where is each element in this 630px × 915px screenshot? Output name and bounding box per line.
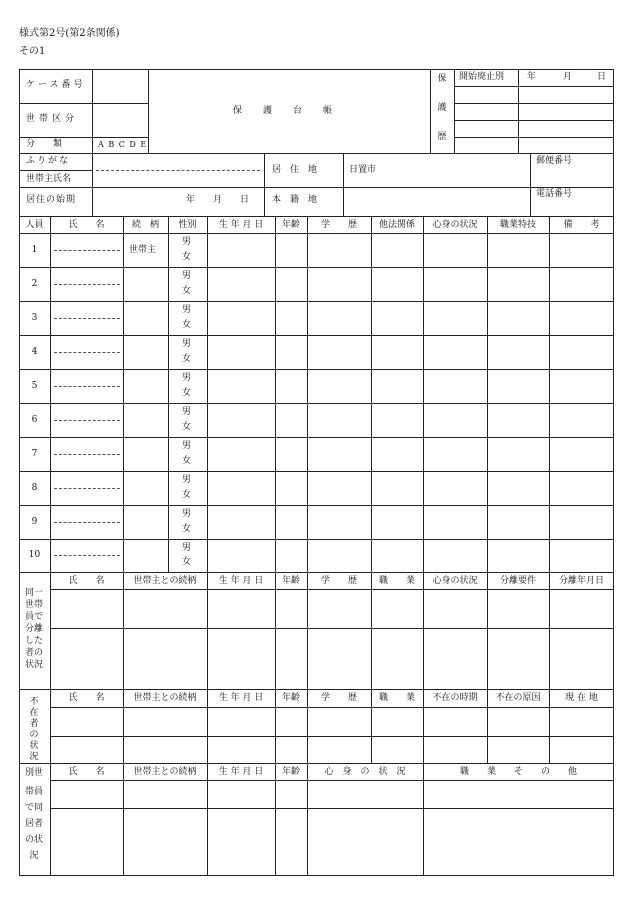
member-number: 7 bbox=[31, 449, 38, 459]
coh-col-age: 年齢 bbox=[281, 767, 300, 777]
coh-col-occupation-other: 職 業 そ の 他 bbox=[459, 767, 577, 777]
postal-code-label: 郵便番号 bbox=[536, 156, 573, 166]
year-label: 年 bbox=[527, 72, 537, 82]
residence-start-date: 年 月 日 bbox=[186, 195, 250, 205]
sep-col-name: 氏 名 bbox=[68, 576, 105, 586]
phone-label: 電話番号 bbox=[536, 189, 573, 199]
relation-head: 世帯主 bbox=[129, 245, 157, 255]
protection-history-char-3: 歴 bbox=[437, 132, 447, 142]
abs-col-education: 学 歴 bbox=[320, 693, 357, 703]
cohabiting-title-line: 別世 bbox=[24, 768, 43, 778]
furigana-label: ふりがな bbox=[26, 156, 71, 166]
sep-col-education: 学 歴 bbox=[320, 576, 357, 586]
absent-title-char: 況 bbox=[29, 752, 39, 762]
separated-title-line: 分離 bbox=[25, 624, 44, 634]
abs-col-age: 年齢 bbox=[281, 693, 300, 703]
sep-col-date: 分離年月日 bbox=[558, 576, 604, 586]
col-other-law: 他法関係 bbox=[378, 220, 415, 230]
coh-col-birthdate: 生 年 月 日 bbox=[218, 767, 264, 777]
sex-male: 男 bbox=[182, 407, 192, 417]
residence-label: 居 住 地 bbox=[272, 165, 318, 175]
sex-male: 男 bbox=[182, 339, 192, 349]
sex-female: 女 bbox=[182, 422, 192, 432]
start-stop-label: 開始廃止別 bbox=[459, 72, 505, 82]
cohabiting-title-line: で同 bbox=[24, 803, 43, 813]
sex-female: 女 bbox=[182, 456, 192, 466]
sex-male: 男 bbox=[182, 509, 192, 519]
sex-female: 女 bbox=[182, 524, 192, 534]
coh-col-relation: 世帯主との続柄 bbox=[133, 767, 197, 777]
sex-female: 女 bbox=[182, 252, 192, 262]
separated-title-line: 状況 bbox=[25, 660, 44, 670]
form-number: 様式第2号(第2条関係) bbox=[19, 28, 120, 39]
col-relation: 続 柄 bbox=[131, 220, 159, 230]
sex-male: 男 bbox=[182, 271, 192, 281]
sex-male: 男 bbox=[182, 373, 192, 383]
sex-male: 男 bbox=[182, 237, 192, 247]
register-title: 保 護 台 帳 bbox=[233, 106, 339, 116]
sep-col-relation: 世帯主との続柄 bbox=[133, 576, 197, 586]
abs-col-reason: 不在の原因 bbox=[495, 693, 541, 703]
sex-female: 女 bbox=[182, 354, 192, 364]
col-birthdate: 生 年 月 日 bbox=[218, 220, 264, 230]
sheet-label: その1 bbox=[19, 46, 46, 57]
sep-col-occupation: 職 業 bbox=[378, 576, 415, 586]
member-number: 3 bbox=[31, 313, 38, 323]
cohabiting-title-line: 帯員 bbox=[24, 787, 43, 797]
separated-title-line: 者の bbox=[25, 648, 44, 658]
member-number: 5 bbox=[31, 381, 38, 391]
col-name: 氏 名 bbox=[68, 220, 105, 230]
sex-male: 男 bbox=[182, 543, 192, 553]
coh-col-health: 心 身 の 状 況 bbox=[324, 767, 406, 777]
col-age: 年齢 bbox=[281, 220, 300, 230]
separated-title-line: した bbox=[25, 636, 44, 646]
sex-female: 女 bbox=[182, 286, 192, 296]
sex-male: 男 bbox=[182, 441, 192, 451]
abs-col-location: 現 在 地 bbox=[565, 693, 598, 703]
sex-female: 女 bbox=[182, 320, 192, 330]
domicile-label: 本 籍 地 bbox=[272, 195, 318, 205]
absent-title-char: 状 bbox=[29, 741, 39, 751]
member-number: 10 bbox=[28, 550, 41, 560]
head-name-label: 世帯主氏名 bbox=[26, 174, 72, 184]
month-label: 月 bbox=[563, 72, 573, 82]
sep-col-birthdate: 生 年 月 日 bbox=[218, 576, 264, 586]
household-type-label: 世帯区分 bbox=[26, 114, 79, 124]
sex-male: 男 bbox=[182, 475, 192, 485]
coh-col-name: 氏 名 bbox=[68, 767, 105, 777]
category-values: A B C D E bbox=[98, 140, 148, 149]
abs-col-occupation: 職 業 bbox=[378, 693, 415, 703]
category-label: 分 類 bbox=[26, 139, 63, 149]
protection-history-char-1: 保 bbox=[437, 74, 447, 84]
sex-male: 男 bbox=[182, 305, 192, 315]
residence-value: 日置市 bbox=[349, 165, 377, 175]
case-number-label: ケース番号 bbox=[26, 80, 86, 90]
sex-female: 女 bbox=[182, 490, 192, 500]
absent-title-char: 在 bbox=[29, 708, 39, 718]
protection-history-char-2: 護 bbox=[437, 103, 447, 113]
col-members: 人員 bbox=[25, 220, 44, 230]
separated-title-line: 世帯 bbox=[25, 600, 44, 610]
col-health: 心身の状況 bbox=[432, 220, 478, 230]
member-number: 9 bbox=[31, 517, 38, 527]
protection-history-label bbox=[434, 75, 450, 142]
absent-title-char: の bbox=[29, 730, 39, 740]
abs-col-birthdate: 生 年 月 日 bbox=[218, 693, 264, 703]
day-label: 日 bbox=[597, 72, 607, 82]
col-remarks: 備 考 bbox=[563, 220, 600, 230]
form-frame bbox=[19, 69, 614, 876]
residence-start-label: 居住の始期 bbox=[26, 195, 77, 205]
cohabiting-title-line: の状 bbox=[24, 835, 43, 845]
separated-title-line: 同一 bbox=[25, 588, 44, 598]
absent-title bbox=[25, 698, 43, 764]
abs-col-period: 不在の時期 bbox=[432, 693, 478, 703]
cohabiting-title-line: 況 bbox=[29, 851, 39, 861]
member-number: 2 bbox=[31, 279, 38, 289]
sex-female: 女 bbox=[182, 388, 192, 398]
absent-title-char: 者 bbox=[29, 719, 39, 729]
col-sex: 性別 bbox=[178, 220, 197, 230]
member-number: 1 bbox=[31, 245, 38, 255]
sep-col-requirement: 分離要件 bbox=[499, 576, 536, 586]
sex-female: 女 bbox=[182, 557, 192, 567]
cohabiting-title bbox=[24, 769, 44, 865]
member-number: 8 bbox=[31, 483, 38, 493]
separated-title bbox=[25, 589, 43, 671]
member-number: 6 bbox=[31, 415, 38, 425]
separated-title-line: 員で bbox=[25, 612, 44, 622]
col-occupation-skill: 職業特技 bbox=[499, 220, 536, 230]
sep-col-health: 心身の状況 bbox=[432, 576, 478, 586]
abs-col-name: 氏 名 bbox=[68, 693, 105, 703]
member-number: 4 bbox=[31, 347, 38, 357]
abs-col-relation: 世帯主との続柄 bbox=[133, 693, 197, 703]
sep-col-age: 年齢 bbox=[281, 576, 300, 586]
absent-title-char: 不 bbox=[29, 697, 39, 707]
col-education: 学 歴 bbox=[320, 220, 357, 230]
cohabiting-title-line: 居者 bbox=[24, 819, 43, 829]
